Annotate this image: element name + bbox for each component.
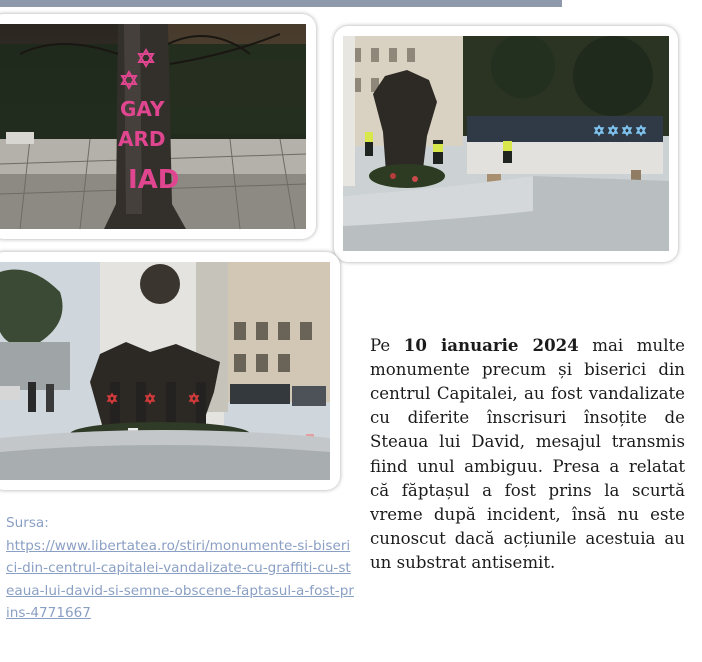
article-date: 10 ianuarie 2024 xyxy=(403,334,579,355)
article-paragraph xyxy=(370,333,685,576)
graffiti-text: ARD xyxy=(118,127,166,151)
article-text-after: mai multe monumente precum și biserici din centrul Capitalei, au fost vandalizate cu diferite înscrisuri însoțite de Steaua lui David, mesajul transmis fiind unul ambiguu. Presa a relatat că făptașul a fost prins la scurtă vreme după incident, însă nu este cunoscut dacă acțiunile acestuia au un substrat antisemit. xyxy=(370,335,685,573)
photo-tree-graffiti xyxy=(0,14,316,239)
top-decorative-band xyxy=(0,0,562,7)
photo-monument-square xyxy=(0,252,340,490)
photo-monument-workers xyxy=(334,26,678,262)
source-link[interactable]: https://www.libertatea.ro/stiri/monumente-si-biserici-din-centrul-capitalei-vandalizate-cu-graffiti-cu-steaua-lui-david-si-semne-obscene-faptasul-a-fost-prins-4771667 xyxy=(6,537,354,621)
graffiti-text: IAD xyxy=(128,165,180,195)
source-block xyxy=(6,512,356,625)
source-label: Sursa: xyxy=(6,515,49,531)
article-text-before: Pe xyxy=(370,335,404,355)
graffiti-text: GAY xyxy=(120,97,165,121)
